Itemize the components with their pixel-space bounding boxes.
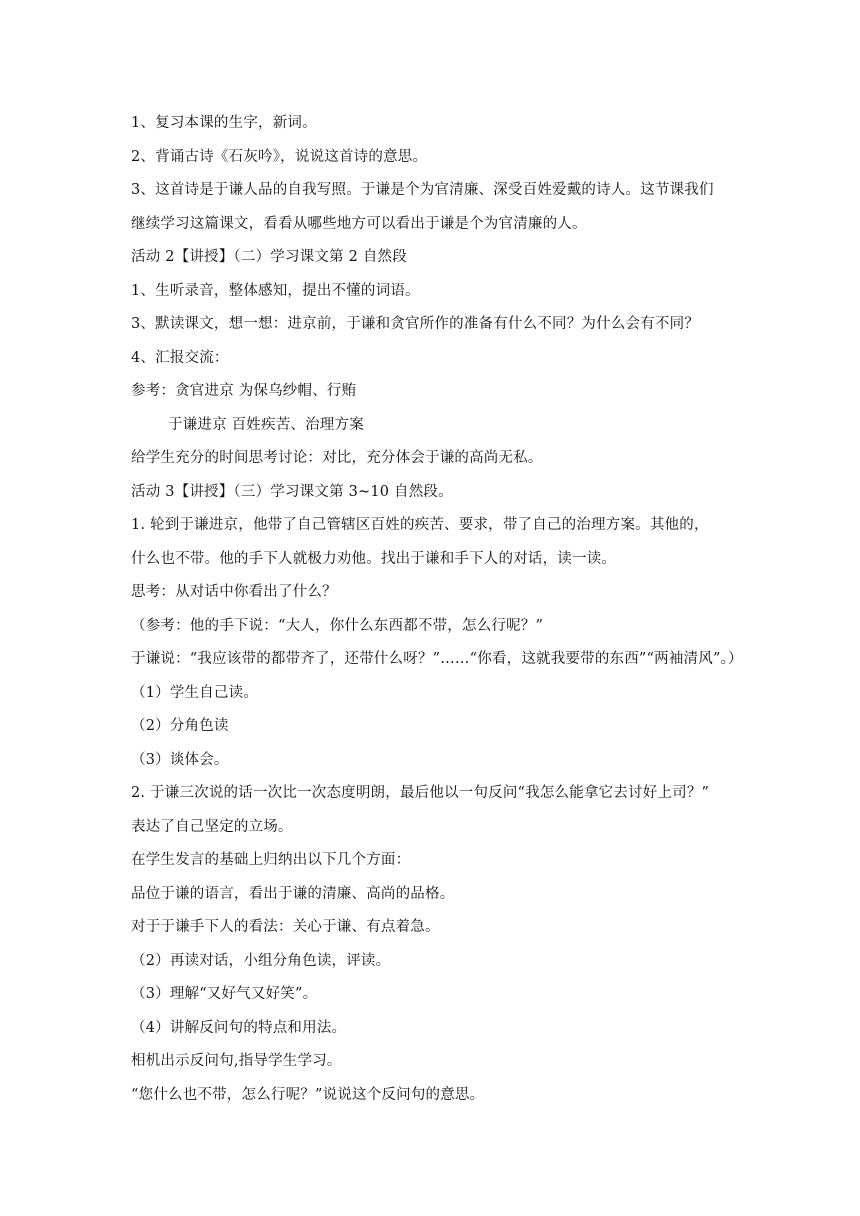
text-line: 继续学习这篇课文，看看从哪些地方可以看出于谦是个为官清廉的人。 (131, 215, 587, 232)
text-line: “您什么也不带，怎么行呢？”说说这个反问句的意思。 (131, 1086, 485, 1103)
text-line: 参考：贪官进京 为保乌纱帽、行贿 (131, 383, 357, 399)
text-line: （1）学生自己读。 (131, 684, 259, 701)
text-line: （2）再读对话，小组分角色读，评读。 (131, 952, 391, 969)
text-line: 2. 于谦三次说的话一次比一次态度明朗，最后他以一句反问“我怎么能拿它去讨好上司？” (131, 785, 710, 801)
document-body (131, 107, 741, 1112)
text-line: 4、汇报交流： (131, 349, 229, 366)
text-line: 什么也不带。他的手下人就极力劝他。找出于谦和手下人的对话，读一读。 (131, 550, 617, 567)
text-line: 对于于谦手下人的看法：关心于谦、有点着急。 (131, 919, 440, 935)
text-line: 1. 轮到于谦进京，他带了自己管辖区百姓的疾苦、要求，带了自己的治理方案。其他的， (131, 517, 709, 533)
text-line: （3）谈体会。 (131, 751, 229, 768)
text-line: 3、默读课文，想一想：进京前，于谦和贪官所作的准备有什么不同？为什么会有不同？ (131, 316, 700, 332)
activity-heading: 活动 3【讲授】（三）学习课文第 3~10 自然段。 (131, 483, 453, 500)
text-line: 于谦说：“我应该带的都带齐了，还带什么呀？”……“你看，这就我要带的东西”“两袖清风”。） (131, 651, 743, 667)
text-line: （参考：他的手下说：“大人，你什么东西都不带，怎么行呢？” (131, 617, 544, 634)
activity-heading: 活动 2【讲授】（二）学习课文第 2 自然段 (131, 249, 407, 265)
text-line: 1、生听录音，整体感知，提出不懂的词语。 (131, 282, 420, 299)
text-line: （3）理解“又好气又好笑”。 (131, 986, 318, 1002)
text-line: 给学生充分的时间思考讨论：对比，充分体会于谦的高尚无私。 (131, 450, 543, 466)
text-line: 1、复习本课的生字，新词。 (131, 115, 317, 131)
text-line: 表达了自己坚定的立场。 (131, 818, 293, 835)
text-line: （4）讲解反问句的特点和用法。 (131, 1019, 347, 1036)
text-line: 思考：从对话中你看出了什么？ (131, 584, 337, 600)
text-line: 于谦进京 百姓疾苦、治理方案 (168, 416, 364, 433)
text-line: 2、背诵古诗《石灰吟》，说说这首诗的意思。 (131, 148, 428, 165)
text-line: 相机出示反问句,指导学生学习。 (131, 1053, 342, 1069)
text-line: 在学生发言的基础上归纳出以下几个方面： (131, 852, 411, 868)
text-line: 3、这首诗是于谦人品的自我写照。于谦是个为官清廉、深受百姓爱戴的诗人。这节课我们 (131, 182, 714, 198)
text-line: （2）分角色读 (131, 718, 229, 734)
text-line: 品位于谦的语言，看出于谦的清廉、高尚的品格。 (131, 885, 455, 902)
